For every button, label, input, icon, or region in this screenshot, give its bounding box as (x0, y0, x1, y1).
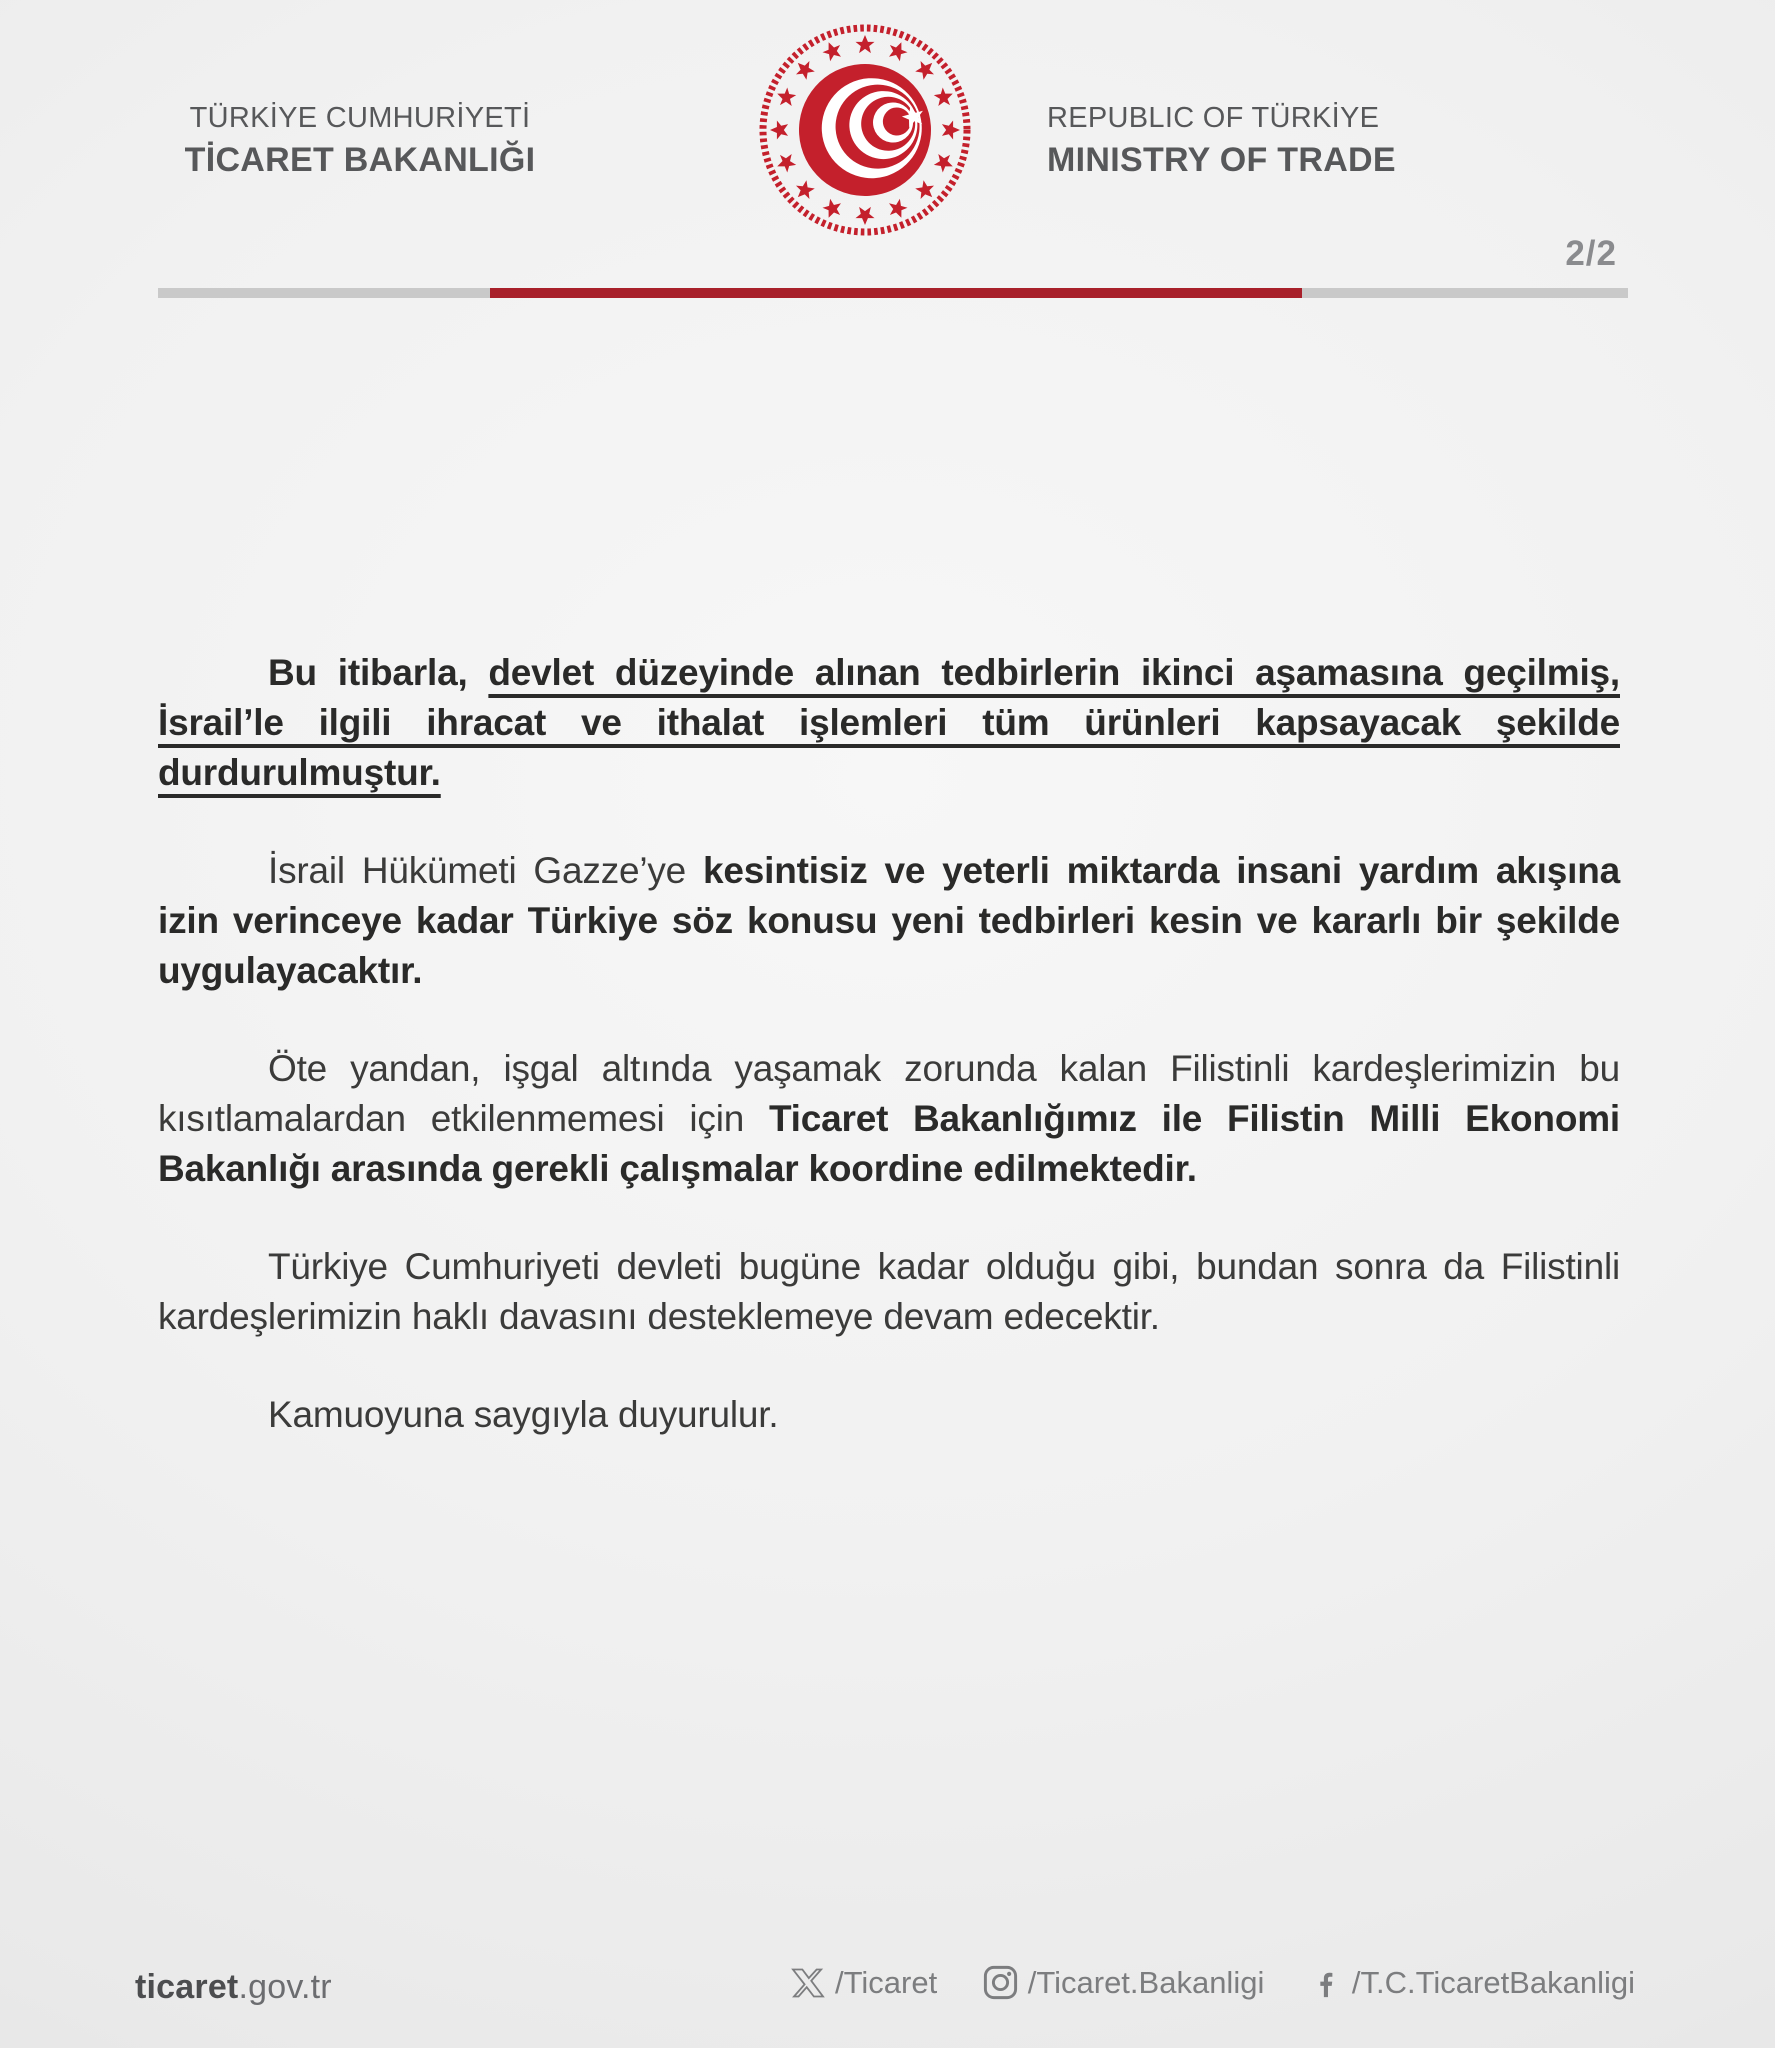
ministry-name-en (1047, 98, 1527, 182)
paragraph-3-regular: Öte yandan, işgal altında yaşamak zorunda kalan Filistinli kardeşlerimizin bu kısıtlamalardan etkilenmemesi için (158, 1048, 1620, 1139)
website-url-bold: ticaret (135, 1968, 239, 2006)
instagram-social-link[interactable] (982, 1964, 1265, 2001)
website-url[interactable] (135, 1968, 332, 2007)
divider-line (158, 288, 1628, 298)
ministry-name-tr-line2: TİCARET BAKANLIĞI (184, 141, 536, 179)
paragraph-3 (158, 1044, 1620, 1194)
facebook-icon (1309, 1966, 1343, 2000)
ministry-of-trade-emblem-icon (755, 20, 975, 240)
x-social-link[interactable] (790, 1965, 937, 2001)
social-links (790, 1964, 1635, 2001)
paragraph-1-lead: Bu itibarla, (268, 652, 489, 693)
ministry-name-en-line2: MINISTRY OF TRADE (1047, 141, 1396, 179)
x-handle: /Ticaret (835, 1964, 938, 2000)
paragraph-4: Türkiye Cumhuriyeti devleti bugüne kadar olduğu gibi, bundan sonra da Filistinli kardeşlerimizin haklı davasını desteklemeye devam edecektir. (158, 1246, 1620, 1337)
instagram-icon (982, 1964, 1019, 2001)
paragraph-5: Kamuoyuna saygıyla duyurulur. (268, 1394, 779, 1435)
page-indicator: 2/2 (1565, 234, 1617, 273)
divider-accent-segment (490, 288, 1302, 298)
ministry-name-tr (170, 98, 550, 182)
website-url-rest: .gov.tr (238, 1968, 332, 2006)
paragraph-2-regular: İsrail Hükümeti Gazze’ye (268, 850, 703, 891)
paragraph-1 (158, 648, 1620, 798)
facebook-handle: /T.C.TicaretBakanligi (1351, 1964, 1635, 2000)
paragraph-2-bold: kesintisiz ve yeterli miktarda insani yardım akışına izin verinceye kadar Türkiye söz konusu yeni tedbirleri kesin ve kararlı bir şekilde uygulayacaktır. (158, 850, 1620, 991)
ministry-name-tr-line1: TÜRKİYE CUMHURİYETİ (189, 102, 531, 134)
paragraph-2 (158, 846, 1620, 996)
facebook-social-link[interactable] (1309, 1965, 1635, 2001)
ministry-name-en-line1: REPUBLIC OF TÜRKİYE (1047, 102, 1380, 134)
announcement-body (158, 648, 1620, 1488)
instagram-handle: /Ticaret.Bakanligi (1027, 1964, 1265, 2000)
paragraph-3-bold: Ticaret Bakanlığımız ile Filistin Milli Ekonomi Bakanlığı arasında gerekli çalışmalar koordine edilmektedir. (158, 1098, 1621, 1189)
x-icon (790, 1965, 826, 2001)
paragraph-1-underlined: devlet düzeyinde alınan tedbirlerin ikinci aşamasına geçilmiş, İsrail’le ilgili ihracat ve ithalat işlemleri tüm ürünleri kapsayacak şekilde durdurulmuştur. (158, 652, 1620, 793)
